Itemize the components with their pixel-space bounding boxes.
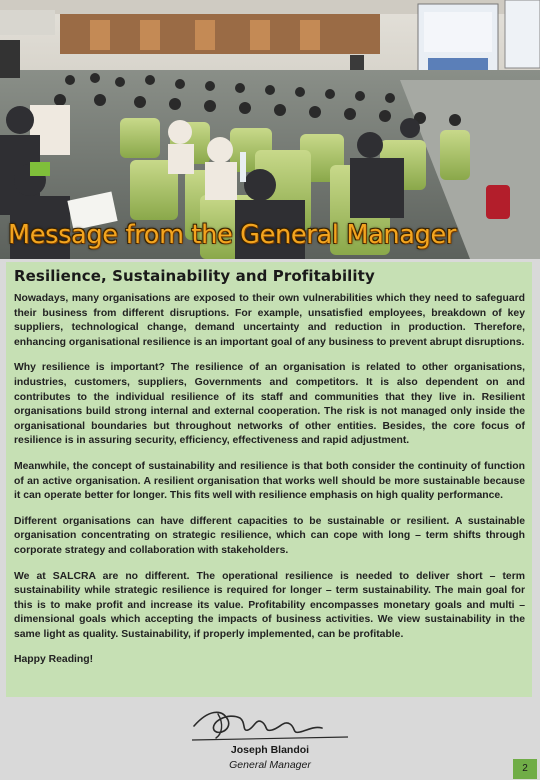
page-title: Message from the General Manager xyxy=(8,220,457,250)
paragraph-3: Meanwhile, the concept of sustainability and resilience is that both consider the continuity of function of an active organisation. A resilient organisation that works well should be more sustainable because it can operate better for longer. This fits well with resilience emphasis on high quality performance. xyxy=(14,460,525,502)
paragraph-1: Nowadays, many organisations are exposed to their own vulnerabilities which they need to safeguard their business from different disruptions. For example, unsatisfied employees, breakdown of key suppliers, technological change, demand uncertainty and reduction in production. Therefore, enhancing organisational resilience is an important goal of any business to prevent abrupt disruptions. xyxy=(14,293,525,348)
signatory-title: General Manager xyxy=(229,759,311,771)
hero-photo xyxy=(0,0,540,259)
closing-line: Happy Reading! xyxy=(14,654,94,666)
signatory-name: Joseph Blandoi xyxy=(230,744,310,756)
paragraph-4: Different organisations can have different capacities to be sustainable or resilient. A sustainable organisation concentrating on strategic resilience, which can cope with long – term shifts through corporate strategy and collaboration with stakeholders. xyxy=(14,515,525,556)
signature-image xyxy=(188,700,350,742)
paragraph-2: Why resilience is important? The resilience of an organisation is related to other organisations, industries, customers, suppliers, Governments and competitors. It is also dependent on and contributes to the individual resilience of its staff and communities that they live in. Resilient organisations build strong internal and external cooperation. The risk is not managed only inside the organisational boundaries but throughout networks of other entities. Besides, the core focus of resilience is in assuring security, efficiency, effectiveness and rapid adjustment. xyxy=(14,362,525,447)
article-body xyxy=(14,292,525,668)
message-panel xyxy=(6,262,532,697)
article-heading: Resilience, Sustainability and Profitability xyxy=(14,267,375,285)
paragraph-5: We at SALCRA are no different. The operational resilience is needed to deliver short – term sustainability while strategic resilience is required for longer – term sustainability. The main goal for this is to make profit and increase its value. Profitability encompasses monetary goals and multi – dimensional goals which accepting the impacts of business activities. We view sustainability in the same light as quality. Sustainability, if properly implemented, can be profitable. xyxy=(14,570,525,640)
page-number: 2 xyxy=(513,759,537,779)
